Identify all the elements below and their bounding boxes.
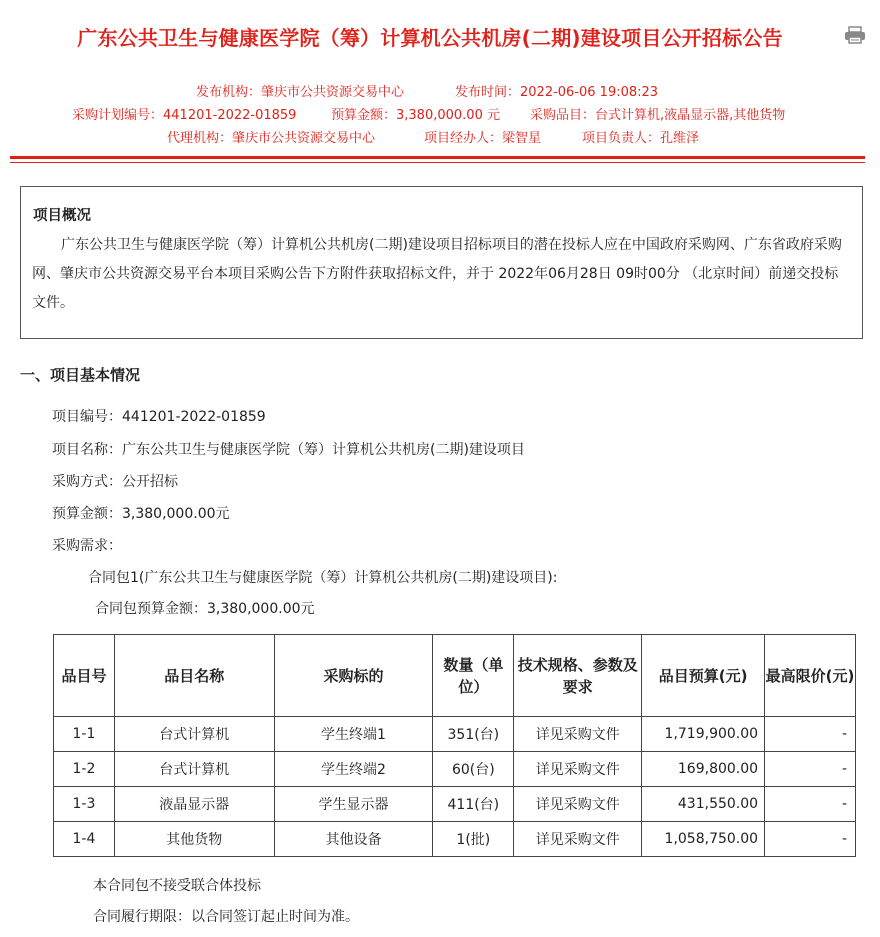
table-header: 采购标的 [274,635,433,717]
print-icon[interactable] [844,26,866,44]
overview-text: 广东公共卫生与健康医学院（筹）计算机公共机房(二期)建设项目招标项目的潜在投标人应在中国政府采购网、广东省政府采购网、肇庆市公共资源交易平台本项目采购公告下方附件获取招标文件，并于 2022年06月28日 09时00分 （北京时间）前递交投标文件。 [32,237,842,311]
table-header: 品目号 [54,635,115,717]
table-cell: 详见采购文件 [514,822,642,857]
table-row [54,752,856,787]
table-cell: 1-2 [54,752,115,787]
table-header: 技术规格、参数及要求 [514,635,642,717]
table-cell: - [765,717,856,752]
package-budget: 合同包预算金额：3,380,000.00元 [95,601,315,617]
table-cell: 1-3 [54,787,115,822]
table-header: 品目预算(元) [642,635,765,717]
table-cell: 学生终端2 [274,752,433,787]
table-cell: 411(台) [433,787,514,822]
table-cell: 学生终端1 [274,717,433,752]
table-row [54,822,856,857]
table-cell: 1,058,750.00 [642,822,765,857]
table-cell: 其他设备 [274,822,433,857]
table-cell: 学生显示器 [274,787,433,822]
package-name: 合同包1(广东公共卫生与健康医学院（筹）计算机公共机房(二期)建设项目): [88,570,558,586]
table-cell: 详见采购文件 [514,752,642,787]
overview-box [20,186,863,339]
table-cell: - [765,752,856,787]
table-cell: 1-1 [54,717,115,752]
meta-publish-time: 发布时间：2022-06-06 19:08:23 [455,85,659,100]
table-cell: 60(台) [433,752,514,787]
purchase-demand: 采购需求： [52,538,122,554]
meta-category: 采购品目：台式计算机,液晶显示器,其他货物 [530,108,786,123]
project-no: 项目编号：441201-2022-01859 [52,409,266,425]
project-name: 项目名称：广东公共卫生与健康医学院（筹）计算机公共机房(二期)建设项目 [52,442,525,458]
table-header-row [54,635,856,717]
table-cell: 351(台) [433,717,514,752]
no-consortium-note: 本合同包不接受联合体投标 [93,878,261,894]
table-cell: 详见采购文件 [514,787,642,822]
table-cell: 台式计算机 [114,752,274,787]
table-cell: 1,719,900.00 [642,717,765,752]
table-header: 品目名称 [114,635,274,717]
table-cell: 1-4 [54,822,115,857]
page-title: 广东公共卫生与健康医学院（筹）计算机公共机房(二期)建设项目公开招标公告 [77,26,783,50]
meta-agency: 代理机构：肇庆市公共资源交易中心 [167,131,376,146]
table-cell: 其他货物 [114,822,274,857]
purchase-method: 采购方式：公开招标 [52,474,178,490]
table-header: 最高限价(元) [765,635,856,717]
contract-period: 合同履行期限：以合同签订起止时间为准。 [93,909,359,925]
table-row [54,787,856,822]
items-table [53,634,856,857]
table-cell: 台式计算机 [114,717,274,752]
overview-title: 项目概况 [33,208,91,224]
table-cell: 169,800.00 [642,752,765,787]
table-cell: 1(批) [433,822,514,857]
table-cell: 431,550.00 [642,787,765,822]
section-title: 一、项目基本情况 [20,366,141,384]
table-header: 数量（单位） [433,635,514,717]
divider-thin [10,162,865,163]
divider-thick [10,156,865,159]
table-cell: - [765,822,856,857]
meta-plan-no: 采购计划编号：441201-2022-01859 [72,108,297,123]
table-cell: 液晶显示器 [114,787,274,822]
meta-publisher: 发布机构：肇庆市公共资源交易中心 [196,85,405,100]
budget-amount: 预算金额：3,380,000.00元 [52,506,230,522]
table-cell: - [765,787,856,822]
meta-leader: 项目负责人：孔维泽 [582,131,700,146]
table-row [54,717,856,752]
meta-budget: 预算金额：3,380,000.00 元 [331,108,500,123]
meta-manager: 项目经办人：梁智星 [424,131,542,146]
table-cell: 详见采购文件 [514,717,642,752]
